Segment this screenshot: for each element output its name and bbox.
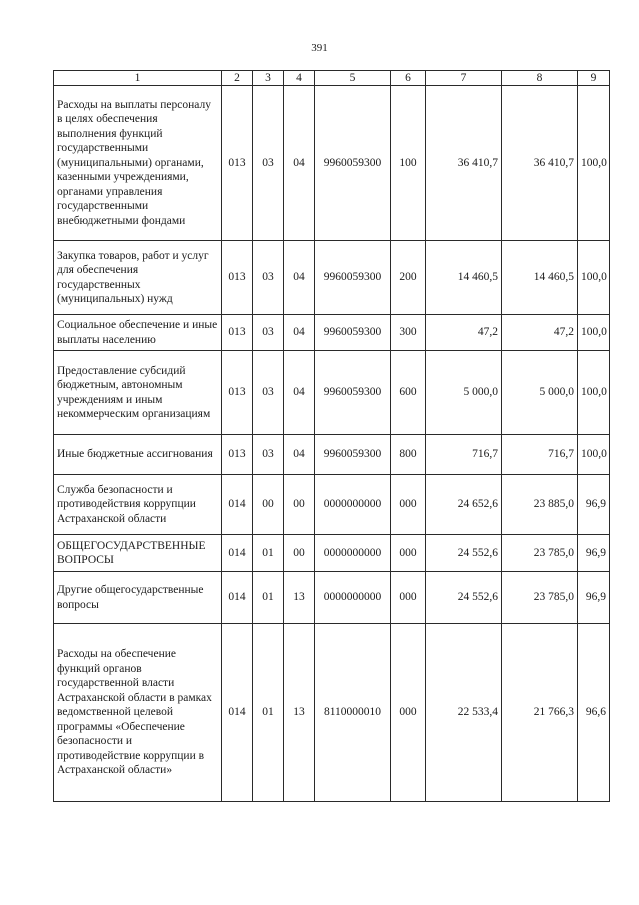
ministry-code: 013	[222, 86, 253, 241]
section-code: 03	[253, 86, 284, 241]
expense-type-code: 000	[391, 535, 426, 572]
execution-percent: 100,0	[578, 86, 610, 241]
table-row	[54, 86, 610, 241]
target-article-code: 0000000000	[315, 572, 391, 624]
planned-amount: 22 533,4	[426, 624, 502, 802]
subsection-code: 13	[284, 624, 315, 802]
executed-amount: 14 460,5	[502, 241, 578, 315]
column-header: 3	[253, 71, 284, 86]
executed-amount: 21 766,3	[502, 624, 578, 802]
subsection-code: 04	[284, 315, 315, 351]
budget-table	[53, 70, 610, 802]
expense-type-code: 600	[391, 351, 426, 435]
row-name: ОБЩЕГОСУДАРСТВЕННЫЕ ВОПРОСЫ	[54, 535, 222, 572]
ministry-code: 013	[222, 351, 253, 435]
execution-percent: 100,0	[578, 351, 610, 435]
column-header: 4	[284, 71, 315, 86]
ministry-code: 014	[222, 572, 253, 624]
table-row	[54, 475, 610, 535]
section-code: 03	[253, 241, 284, 315]
ministry-code: 013	[222, 241, 253, 315]
expense-type-code: 300	[391, 315, 426, 351]
subsection-code: 04	[284, 351, 315, 435]
execution-percent: 96,9	[578, 535, 610, 572]
target-article-code: 0000000000	[315, 535, 391, 572]
row-name: Расходы на обеспечение функций органов государственной власти Астраханской области в рамках ведомственной целевой программы «Обеспечение безопасности и противодействие коррупции в Астраханской области»	[54, 624, 222, 802]
target-article-code: 9960059300	[315, 241, 391, 315]
ministry-code: 014	[222, 475, 253, 535]
executed-amount: 23 885,0	[502, 475, 578, 535]
section-code: 00	[253, 475, 284, 535]
ministry-code: 014	[222, 624, 253, 802]
subsection-code: 00	[284, 475, 315, 535]
column-header: 7	[426, 71, 502, 86]
subsection-code: 04	[284, 241, 315, 315]
expense-type-code: 100	[391, 86, 426, 241]
column-header: 5	[315, 71, 391, 86]
planned-amount: 36 410,7	[426, 86, 502, 241]
executed-amount: 716,7	[502, 435, 578, 475]
subsection-code: 00	[284, 535, 315, 572]
executed-amount: 36 410,7	[502, 86, 578, 241]
execution-percent: 100,0	[578, 241, 610, 315]
target-article-code: 8110000010	[315, 624, 391, 802]
section-code: 03	[253, 435, 284, 475]
execution-percent: 96,9	[578, 475, 610, 535]
table-header-row	[54, 71, 610, 86]
executed-amount: 23 785,0	[502, 572, 578, 624]
execution-percent: 96,9	[578, 572, 610, 624]
planned-amount: 24 552,6	[426, 535, 502, 572]
section-code: 03	[253, 315, 284, 351]
execution-percent: 100,0	[578, 315, 610, 351]
row-name: Другие общегосударственные вопросы	[54, 572, 222, 624]
executed-amount: 5 000,0	[502, 351, 578, 435]
row-name: Расходы на выплаты персоналу в целях обеспечения выполнения функций государственными (муниципальными) органами, казенными учреждениями, органами управления государственными внебюджетными фондами	[54, 86, 222, 241]
row-name: Служба безопасности и противодействия коррупции Астраханской области	[54, 475, 222, 535]
expense-type-code: 000	[391, 572, 426, 624]
column-header: 9	[578, 71, 610, 86]
target-article-code: 9960059300	[315, 315, 391, 351]
table-row	[54, 351, 610, 435]
section-code: 03	[253, 351, 284, 435]
planned-amount: 14 460,5	[426, 241, 502, 315]
table-row	[54, 572, 610, 624]
planned-amount: 24 652,6	[426, 475, 502, 535]
table-row	[54, 535, 610, 572]
section-code: 01	[253, 572, 284, 624]
expense-type-code: 000	[391, 475, 426, 535]
planned-amount: 716,7	[426, 435, 502, 475]
table-row	[54, 241, 610, 315]
row-name: Предоставление субсидий бюджетным, автономным учреждениям и иным некоммерческим организациям	[54, 351, 222, 435]
row-name: Закупка товаров, работ и услуг для обеспечения государственных (муниципальных) нужд	[54, 241, 222, 315]
column-header: 2	[222, 71, 253, 86]
expense-type-code: 000	[391, 624, 426, 802]
table-row	[54, 624, 610, 802]
planned-amount: 24 552,6	[426, 572, 502, 624]
row-name: Социальное обеспечение и иные выплаты населению	[54, 315, 222, 351]
table-row	[54, 435, 610, 475]
section-code: 01	[253, 624, 284, 802]
subsection-code: 04	[284, 435, 315, 475]
ministry-code: 013	[222, 435, 253, 475]
target-article-code: 9960059300	[315, 86, 391, 241]
target-article-code: 0000000000	[315, 475, 391, 535]
subsection-code: 04	[284, 86, 315, 241]
ministry-code: 014	[222, 535, 253, 572]
planned-amount: 47,2	[426, 315, 502, 351]
section-code: 01	[253, 535, 284, 572]
execution-percent: 96,6	[578, 624, 610, 802]
column-header: 8	[502, 71, 578, 86]
execution-percent: 100,0	[578, 435, 610, 475]
column-header: 1	[54, 71, 222, 86]
subsection-code: 13	[284, 572, 315, 624]
planned-amount: 5 000,0	[426, 351, 502, 435]
table-body	[54, 86, 610, 802]
executed-amount: 47,2	[502, 315, 578, 351]
column-header: 6	[391, 71, 426, 86]
page-number: 391	[311, 42, 328, 54]
target-article-code: 9960059300	[315, 435, 391, 475]
ministry-code: 013	[222, 315, 253, 351]
executed-amount: 23 785,0	[502, 535, 578, 572]
expense-type-code: 800	[391, 435, 426, 475]
expense-type-code: 200	[391, 241, 426, 315]
table-row	[54, 315, 610, 351]
row-name: Иные бюджетные ассигнования	[54, 435, 222, 475]
target-article-code: 9960059300	[315, 351, 391, 435]
